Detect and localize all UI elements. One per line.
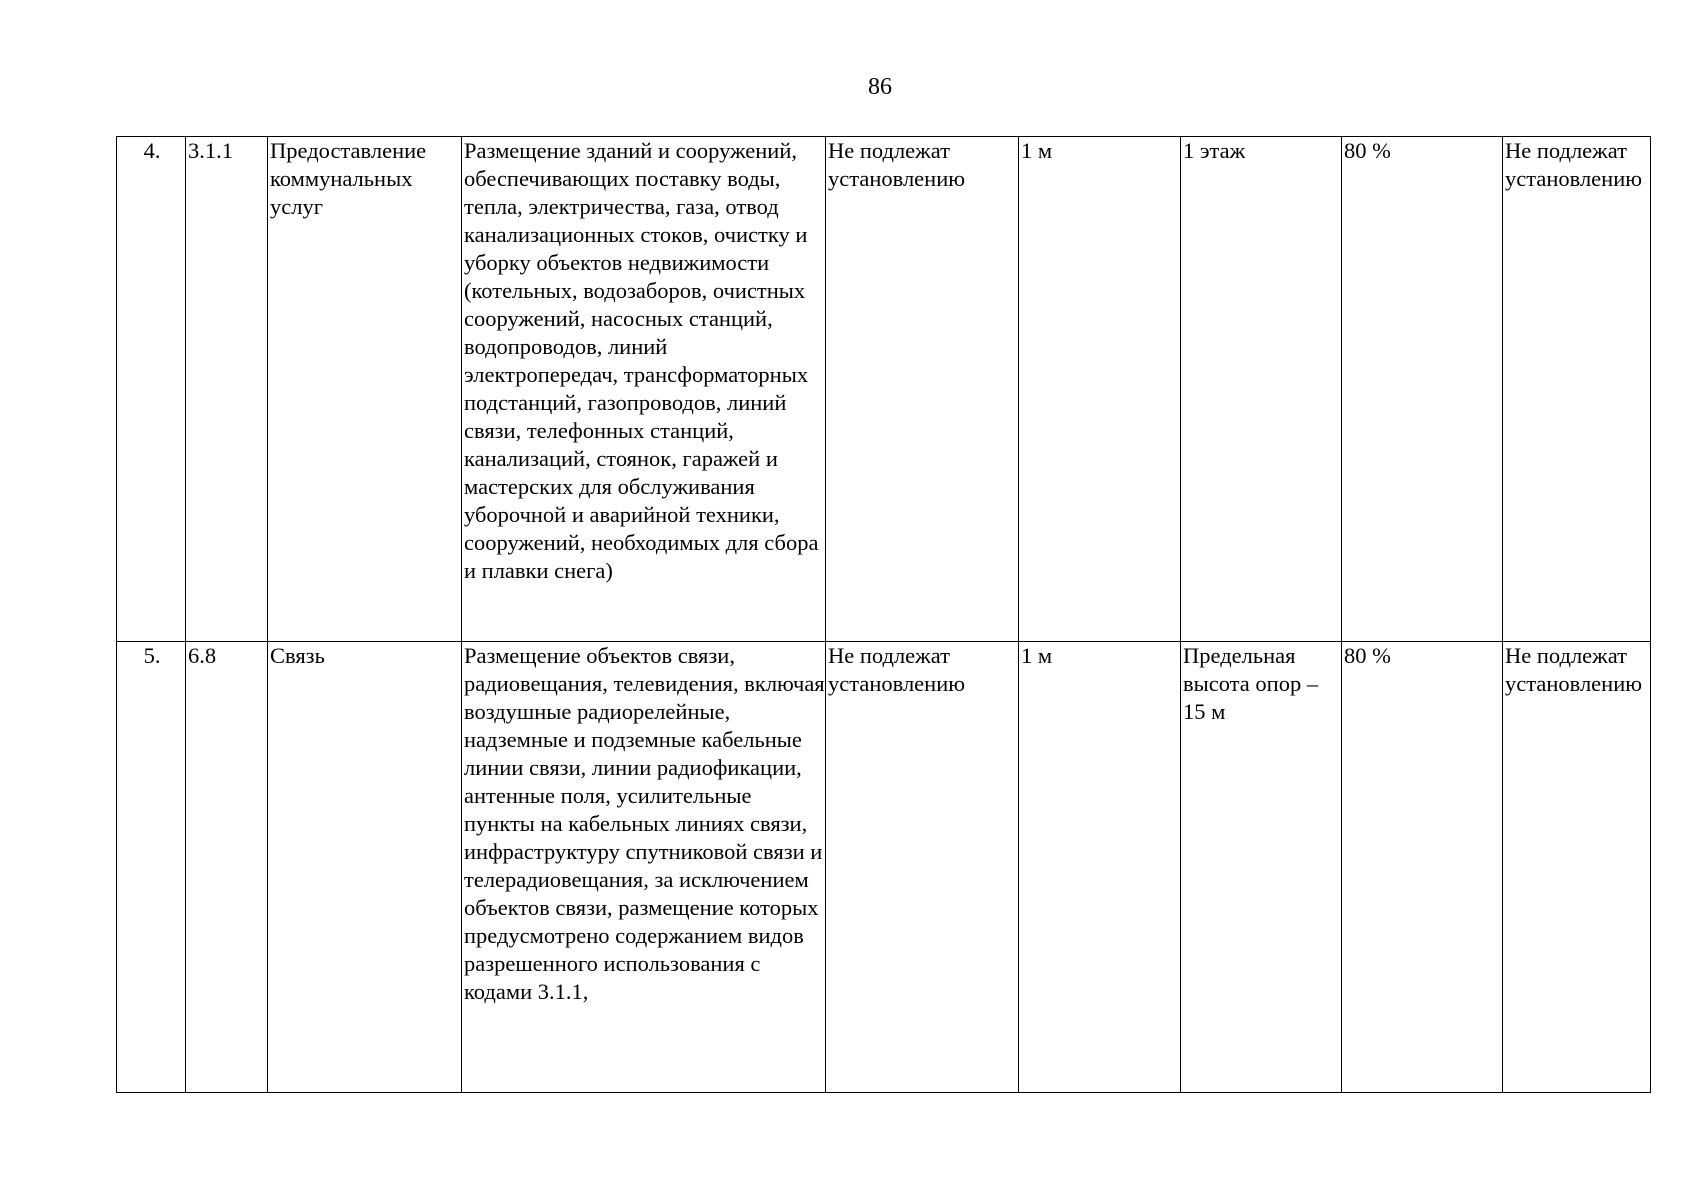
use-code: 3.1.1	[186, 137, 268, 642]
min-setback: 1 м	[1019, 137, 1181, 642]
table-row	[117, 137, 1651, 642]
row-number: 5.	[117, 642, 186, 1093]
other-params: Не подлежат установлению	[1503, 642, 1651, 1093]
max-coverage: 80 %	[1342, 137, 1503, 642]
use-code: 6.8	[186, 642, 268, 1093]
use-description: Размещение объектов связи, радиовещания, телевидения, включая воздушные радиорелейные, надземные и подземные кабельные линии связи, линии радиофикации, антенные поля, усилительные пункты на кабельных линиях связи, инфраструктуру спутниковой связи и телерадиовещания, за исключением объектов связи, размещение которых предусмотрено содержанием видов разрешенного использования с кодами 3.1.1,	[462, 642, 826, 1093]
max-coverage: 80 %	[1342, 642, 1503, 1093]
min-plot-size: Не подлежат установлению	[826, 137, 1019, 642]
zoning-table	[116, 136, 1651, 1093]
use-description: Размещение зданий и сооружений, обеспечивающих поставку воды, тепла, электричества, газа, отвод канализационных стоков, очистку и уборку объектов недвижимости (котельных, водозаборов, очистных сооружений, насосных станций, водопроводов, линий электропередач, трансформаторных подстанций, газопроводов, линий связи, телефонных станций, канализаций, стоянок, гаражей и мастерских для обслуживания уборочной и аварийной техники, сооружений, необходимых для сбора и плавки снега)	[462, 137, 826, 642]
max-floors: 1 этаж	[1181, 137, 1342, 642]
page-number: 86	[868, 74, 892, 100]
use-name: Предоставление коммунальных услуг	[268, 137, 462, 642]
min-plot-size: Не подлежат установлению	[826, 642, 1019, 1093]
min-setback: 1 м	[1019, 642, 1181, 1093]
table-row	[117, 642, 1651, 1093]
max-floors: Предельная высота опор – 15 м	[1181, 642, 1342, 1093]
other-params: Не подлежат установлению	[1503, 137, 1651, 642]
use-name: Связь	[268, 642, 462, 1093]
row-number: 4.	[117, 137, 186, 642]
